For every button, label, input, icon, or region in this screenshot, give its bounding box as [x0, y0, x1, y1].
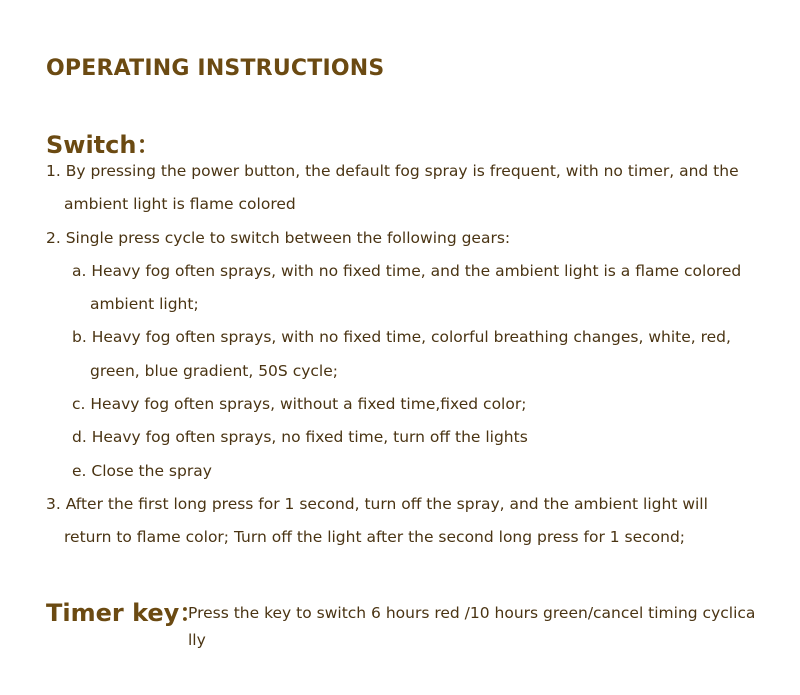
instruction-1-line-2: ambient light is flame colored — [64, 195, 296, 213]
instruction-1-line-1: 1. By pressing the power button, the default fog spray is frequent, with no timer, and the — [46, 162, 739, 180]
instruction-2: 2. Single press cycle to switch between the following gears: — [46, 229, 511, 247]
timer-key-description: Press the key to switch 6 hours red /10 hours green/cancel timing cyclically — [188, 604, 756, 649]
timer-key-heading: Timer key： — [46, 599, 204, 627]
instruction-3-line-1: 3. After the first long press for 1 second, turn off the spray, and the ambient light will — [46, 495, 708, 513]
switch-heading: Switch： — [46, 131, 161, 159]
gear-a-line-2: ambient light; — [90, 295, 199, 313]
instruction-3-line-2: return to flame color; Turn off the light after the second long press for 1 second; — [64, 528, 686, 546]
gear-c: c. Heavy fog often sprays, without a fixed time,fixed color; — [72, 395, 527, 413]
gear-b-line-1: b. Heavy fog often sprays, with no fixed time, colorful breathing changes, white, red, — [72, 328, 731, 346]
gear-a-line-1: a. Heavy fog often sprays, with no fixed time, and the ambient light is a flame colored — [72, 262, 742, 280]
gear-b-line-2: green, blue gradient, 50S cycle; — [90, 362, 338, 380]
page-title: OPERATING INSTRUCTIONS — [46, 56, 385, 81]
gear-e: e. Close the spray — [72, 462, 212, 480]
gear-d: d. Heavy fog often sprays, no fixed time, turn off the lights — [72, 428, 528, 446]
